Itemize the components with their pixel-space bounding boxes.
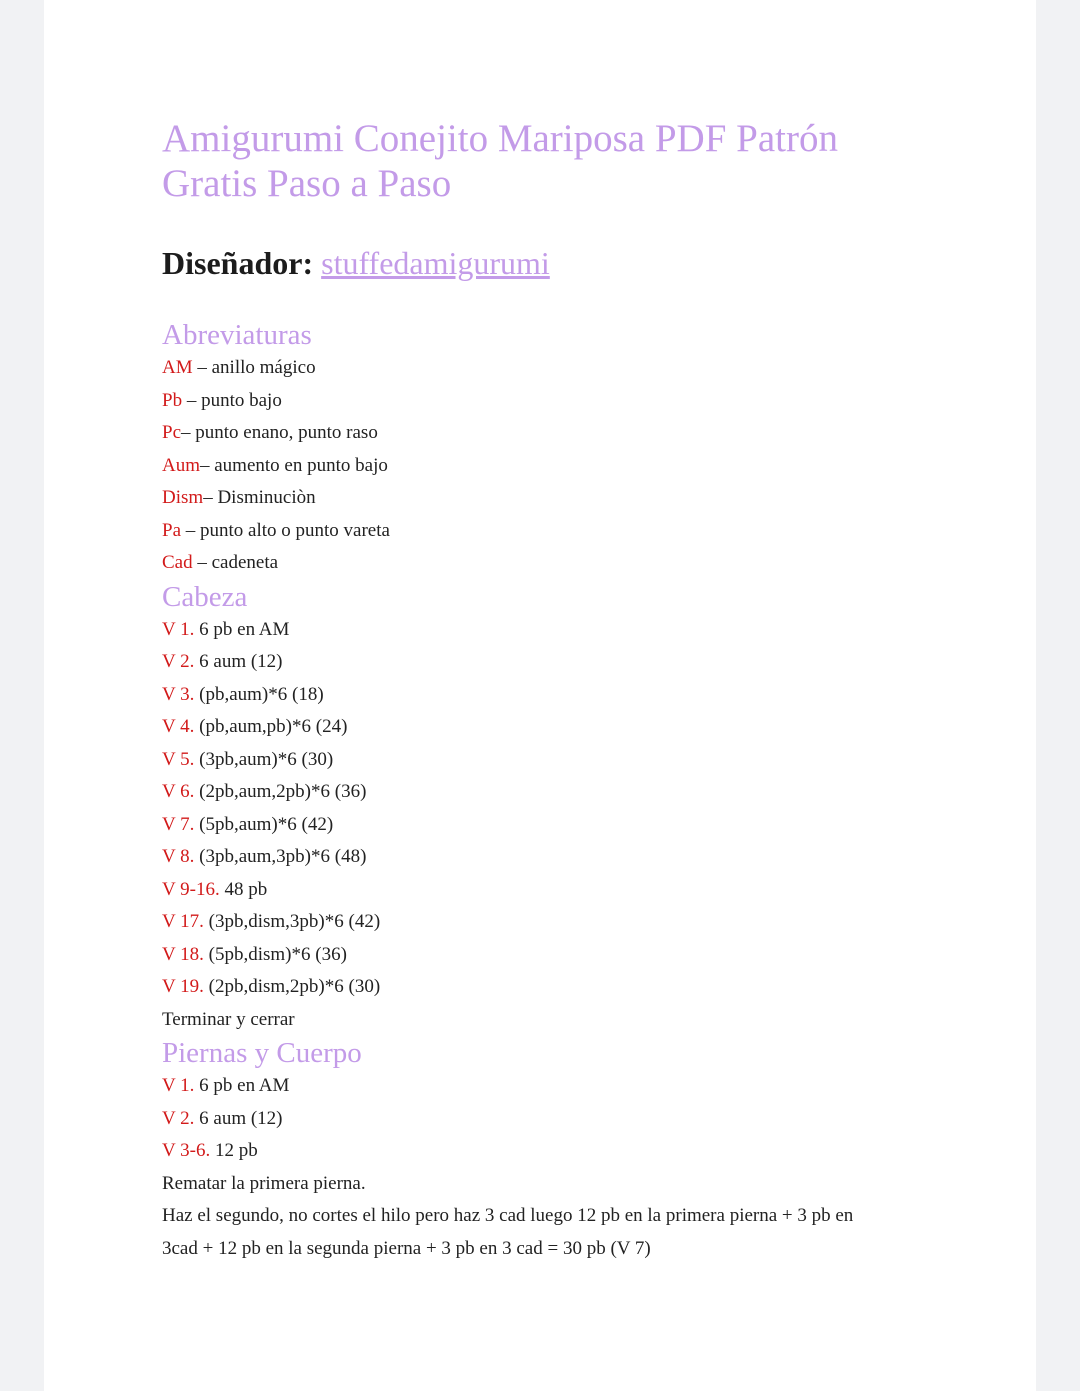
round-text: (2pb,dism,2pb)*6 (30)	[203, 976, 381, 997]
list-item	[162, 809, 922, 842]
round-key: V 3-6.	[162, 1140, 211, 1161]
round-key: V 4.	[162, 716, 195, 737]
round-key: V 7.	[162, 813, 195, 835]
list-item	[162, 515, 922, 548]
abbr-text: – cadeneta	[192, 552, 279, 573]
list-item	[162, 711, 922, 744]
finish-note: Terminar y cerrar	[162, 1008, 295, 1030]
abbr-key: Pb	[162, 389, 183, 411]
round-text: 6 aum (12)	[194, 1107, 283, 1129]
round-text: 6 pb en AM	[194, 1075, 290, 1096]
list-item	[162, 874, 922, 907]
list-item	[162, 450, 922, 483]
page-title: Amigurumi Conejito Mariposa PDF Patrón Gratis Paso a Paso	[162, 117, 838, 205]
abbr-text: – punto bajo	[182, 389, 282, 411]
legs-note: Rematar la primera pierna.	[162, 1172, 366, 1194]
round-text: (2pb,aum,2pb)*6 (36)	[194, 781, 367, 802]
round-key: V 2.	[162, 651, 195, 672]
abbr-key: Dism	[162, 487, 204, 508]
round-text: 48 pb	[219, 878, 268, 900]
legs-rounds	[162, 1070, 922, 1265]
list-item	[162, 1103, 922, 1136]
round-text: 12 pb	[210, 1140, 258, 1161]
document-page	[44, 0, 1036, 1391]
head-rounds	[162, 614, 922, 1037]
abbr-text: – Disminuciòn	[203, 487, 316, 508]
abbr-text: – punto alto o punto vareta	[181, 519, 390, 541]
list-item	[162, 841, 922, 874]
list-item	[162, 417, 922, 450]
abbr-key: Pa	[162, 519, 181, 541]
abbr-text: – punto enano, punto raso	[181, 422, 378, 443]
round-key: V 5.	[162, 748, 195, 770]
list-item	[162, 547, 922, 580]
list-item	[162, 1135, 922, 1168]
legs-instruction-line-2: 3cad + 12 pb en la segunda pierna + 3 pb en 3 cad = 30 pb (V 7)	[162, 1237, 651, 1259]
round-key: V 18.	[162, 943, 204, 965]
abbr-key: AM	[162, 357, 193, 378]
designer-label: Diseñador:	[162, 245, 314, 281]
list-item	[162, 744, 922, 777]
round-text: (3pb,dism,3pb)*6 (42)	[203, 911, 381, 932]
round-key: V 1.	[162, 618, 195, 640]
round-key: V 3.	[162, 683, 195, 705]
head-heading: Cabeza	[162, 580, 248, 613]
round-key: V 2.	[162, 1107, 195, 1129]
list-item	[162, 1070, 922, 1103]
list-item	[162, 939, 922, 972]
abbr-text: – anillo mágico	[192, 357, 316, 378]
list-item	[162, 385, 922, 418]
round-text: (5pb,aum)*6 (42)	[194, 813, 334, 835]
round-text: 6 aum (12)	[194, 651, 283, 672]
list-item	[162, 352, 922, 385]
round-text: 6 pb en AM	[194, 618, 290, 640]
round-key: V 17.	[162, 911, 204, 932]
list-item	[162, 614, 922, 647]
list-item	[162, 776, 922, 809]
abbr-text: – aumento en punto bajo	[200, 454, 388, 476]
round-text: (pb,aum,pb)*6 (24)	[194, 716, 348, 737]
round-key: V 6.	[162, 781, 195, 802]
abbr-key: Pc	[162, 422, 181, 443]
list-item	[162, 971, 922, 1004]
document-content	[162, 116, 922, 1265]
list-item	[162, 679, 922, 712]
round-key: V 19.	[162, 976, 204, 997]
abbr-key: Cad	[162, 552, 193, 573]
designer-link[interactable]: stuffedamigurumi	[321, 245, 550, 281]
list-item	[162, 906, 922, 939]
round-key: V 8.	[162, 846, 195, 867]
legs-heading: Piernas y Cuerpo	[162, 1037, 362, 1069]
round-text: (5pb,dism)*6 (36)	[203, 943, 347, 965]
round-text: (pb,aum)*6 (18)	[194, 683, 324, 705]
abbreviations-list	[162, 352, 922, 580]
legs-instruction-line-1: Haz el segundo, no cortes el hilo pero haz 3 cad luego 12 pb en la primera pierna + 3 pb en	[162, 1205, 854, 1226]
abbr-key: Aum	[162, 454, 200, 476]
round-text: (3pb,aum,3pb)*6 (48)	[194, 846, 367, 867]
round-text: (3pb,aum)*6 (30)	[194, 748, 334, 770]
list-item	[162, 482, 922, 515]
abbreviations-heading: Abreviaturas	[162, 319, 312, 351]
list-item	[162, 646, 922, 679]
designer-line	[162, 243, 922, 283]
round-key: V 9-16.	[162, 878, 220, 900]
round-key: V 1.	[162, 1075, 195, 1096]
